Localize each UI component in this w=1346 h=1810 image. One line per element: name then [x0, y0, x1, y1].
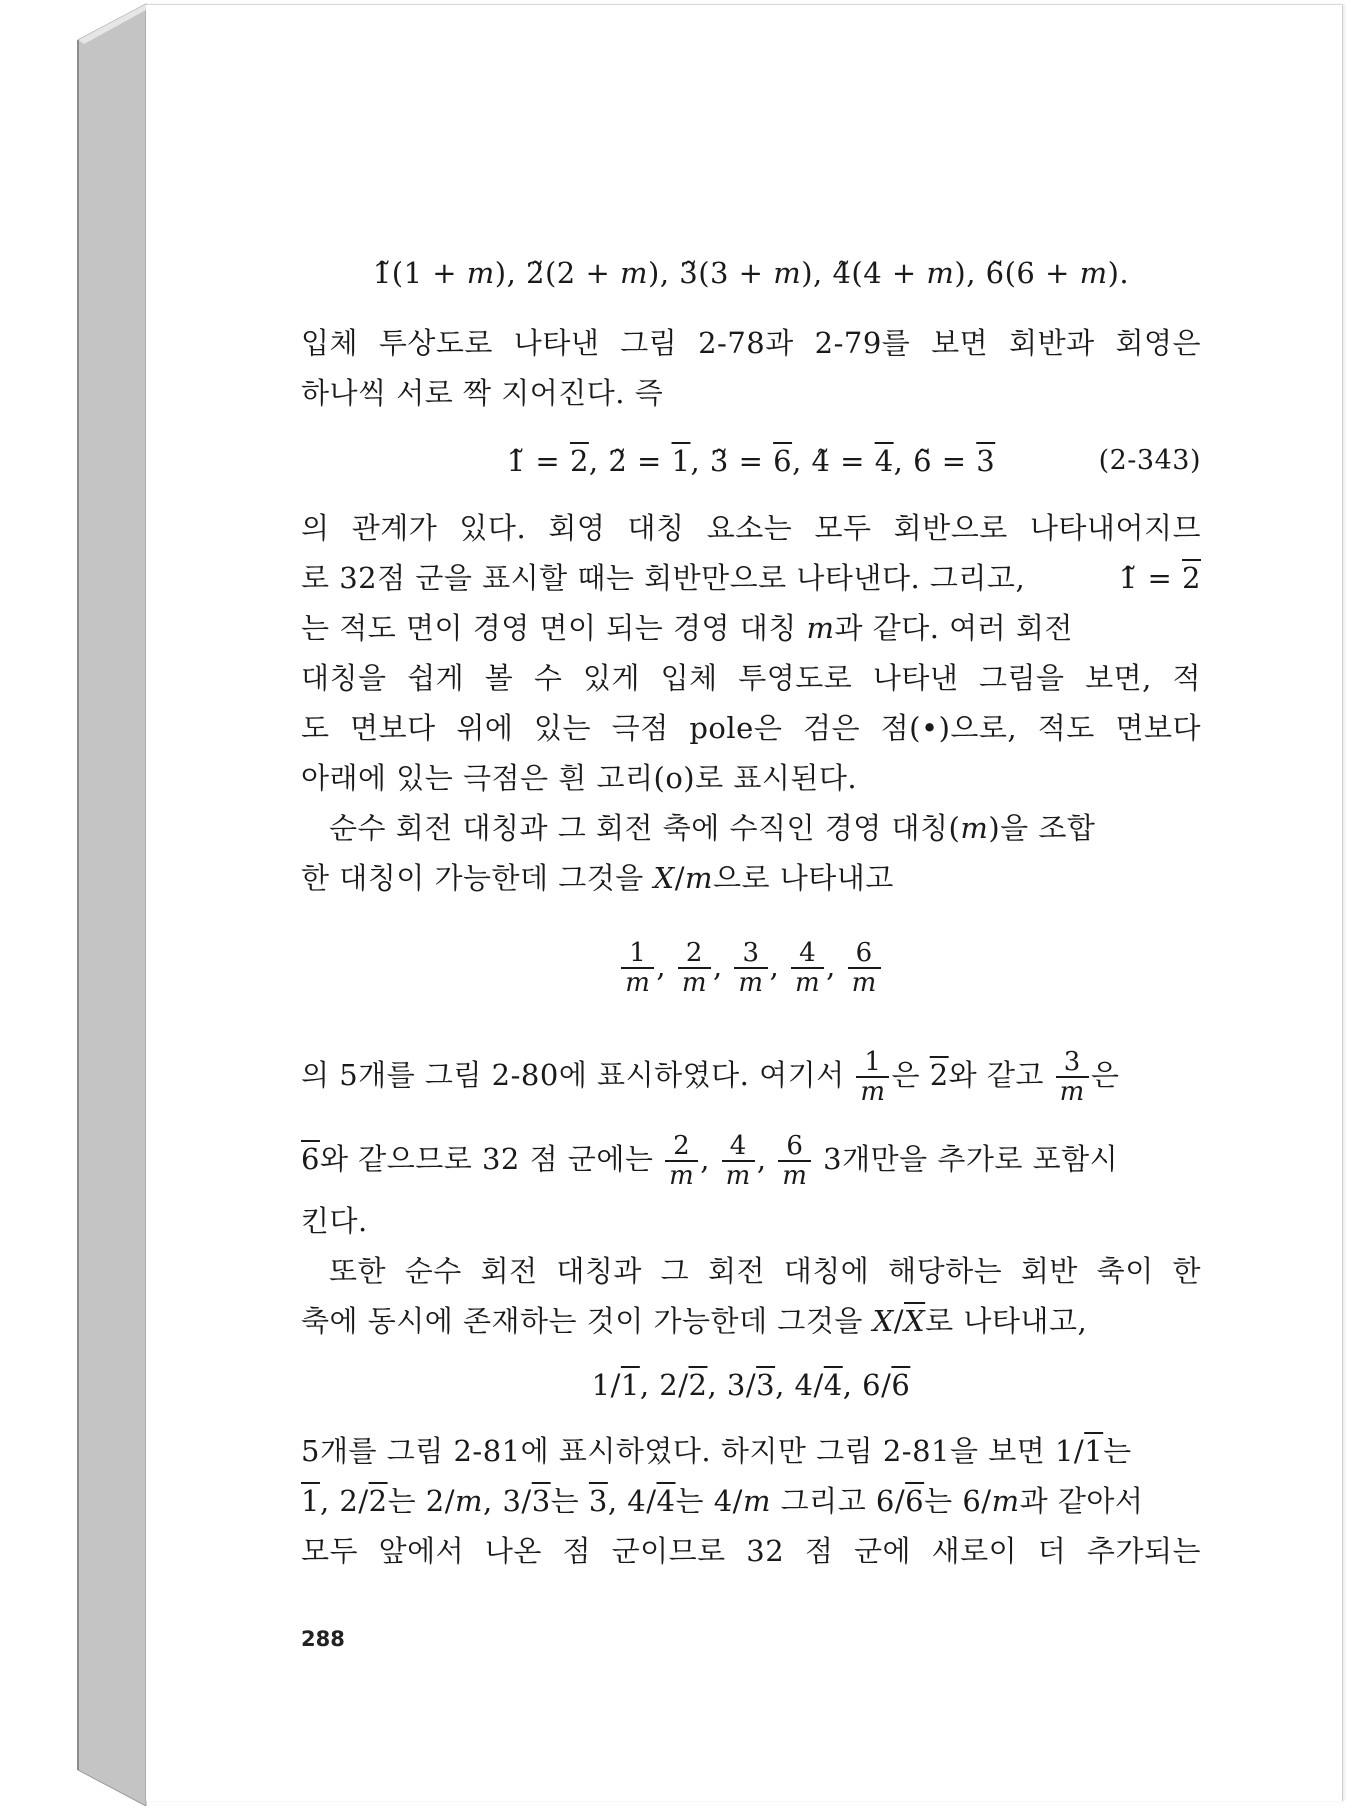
equation-2-343: 1̃ = 2, 2̃ = 1, 3̃ = 6, 4̃ = 4, 6̃ = 3 (2-343)	[301, 441, 1201, 481]
text-line-group: 는 적도 면이 경영 면이 되는 경영 대칭 m과 같다. 여러 회전	[301, 611, 1073, 645]
equation-x-over-xbar: 1/1, 2/2, 3/3, 4/4, 6/6	[591, 1368, 911, 1402]
text-span: 는	[387, 1484, 417, 1518]
text-span: 3개만을 추가로 포함시	[823, 1142, 1119, 1176]
text-line-group: 한 대칭이 가능한데 그것을 X/m으로 나타내고	[301, 861, 894, 895]
text-span: 로 32점 군을 표시할 때는 회반만으로 나타낸다. 그리고,	[301, 561, 1026, 595]
text-span: 는	[675, 1484, 704, 1518]
text-span: 축에 동시에 존재하는 것이 가능한데 그것을	[301, 1304, 863, 1338]
text-span: 한 대칭이 가능한데 그것을	[301, 861, 644, 895]
text-line: 의 관계가 있다. 회영 대칭 요소는 모두 회반으로 나타내어지므	[301, 511, 1201, 545]
text-line: 또한 순수 회전 대칭과 그 회전 대칭에 해당하는 회반 축이 한	[329, 1254, 1201, 1288]
equation-x-over-m: $\frac{1}{m}$ , $\frac{2}{m}$ , $\frac{3}{m}$ , $\frac{4}{m}$ , $\frac{6}{m}$	[301, 930, 1201, 1002]
text-span: 는 적도 면이 경영 면이 되는 경영 대칭	[301, 611, 797, 645]
text-span: 의 5개를 그림 2-80에 표시하였다. 여기서	[301, 1058, 845, 1092]
text-line: 아래에 있는 극점은 흰 고리(o)로 표시된다.	[301, 761, 858, 795]
text-span: 는	[1103, 1434, 1132, 1468]
text-line-group: 순수 회전 대칭과 그 회전 축에 수직인 경영 대칭(m)을 조합	[329, 811, 1096, 845]
text-span: 과 같아서	[1019, 1484, 1144, 1518]
text-span: 5개를 그림 2-81에 표시하였다. 하지만 그림 2-81을 보면	[301, 1434, 1046, 1468]
text-span: 는	[550, 1484, 580, 1518]
text-line: 모두 앞에서 나온 점 군이므로 32 점 군에 새로이 더 추가되는	[301, 1534, 1201, 1568]
text-span: 로 나타내고,	[925, 1304, 1088, 1338]
page-content	[301, 5, 1201, 1801]
equation-number: (2-343)	[1098, 445, 1201, 476]
text-line-group: 1, 2/2는 2/m, 3/3는 3, 4/4는 4/m 그리고 6/6는 6/m과 같아서	[301, 1484, 1144, 1518]
text-line: 도 면보다 위에 있는 극점 pole은 검은 점(•)으로, 적도 면보다	[301, 711, 1201, 745]
text-line: 대칭을 쉽게 볼 수 있게 입체 투영도로 나타낸 그림을 보면, 적	[301, 661, 1201, 695]
text-span: 는	[924, 1484, 953, 1518]
book-page	[146, 4, 1343, 1801]
text-line: 킨다.	[301, 1204, 368, 1238]
text-line-group: 6와 같으므로 32 점 군에는 $\frac{2}{m}$ , $\frac{4}{m}$ , $\frac{6}{m}$ 3개만을 추가로 포함시	[301, 1131, 1119, 1191]
text-span: 과 같다. 여러 회전	[834, 611, 1073, 645]
text-span: 은	[891, 1058, 920, 1092]
text-span: )을 조합	[988, 811, 1096, 845]
text-line-group: 로 32점 군을 표시할 때는 회반만으로 나타낸다. 그리고, 1̃ = 2	[301, 561, 1201, 595]
text-line: 입체 투상도로 나타낸 그림 2-78과 2-79를 보면 회반과 회영은	[301, 326, 1201, 360]
text-span: 순수 회전 대칭과 그 회전 축에 수직인 경영 대칭(	[329, 811, 961, 845]
text-line-group: 5개를 그림 2-81에 표시하였다. 하지만 그림 2-81을 보면 1/1는	[301, 1434, 1132, 1468]
text-line: 하나씩 서로 짝 지어진다. 즉	[301, 376, 664, 410]
text-line-group: 축에 동시에 존재하는 것이 가능한데 그것을 $X/\overline{X}$로 나타내고,	[301, 1304, 1088, 1338]
text-span: 와 같고	[948, 1058, 1044, 1092]
text-span: 그리고	[780, 1484, 867, 1518]
text-span: 와 같으므로 32 점 군에는	[319, 1142, 654, 1176]
page-number: 288	[301, 1627, 345, 1651]
equation-rotoreflection-list: 1̃(1 + m), 2̃(2 + m), 3̃(3 + m), 4̃(4 + m), 6̃(6 + m).	[372, 256, 1130, 290]
text-span: 으로 나타내고	[712, 861, 894, 895]
text-span: 은	[1090, 1058, 1120, 1092]
text-line-group: 의 5개를 그림 2-80에 표시하였다. 여기서 $\frac{1}{m}$ 은 2와 같고 $\frac{3}{m}$ 은	[301, 1047, 1120, 1107]
